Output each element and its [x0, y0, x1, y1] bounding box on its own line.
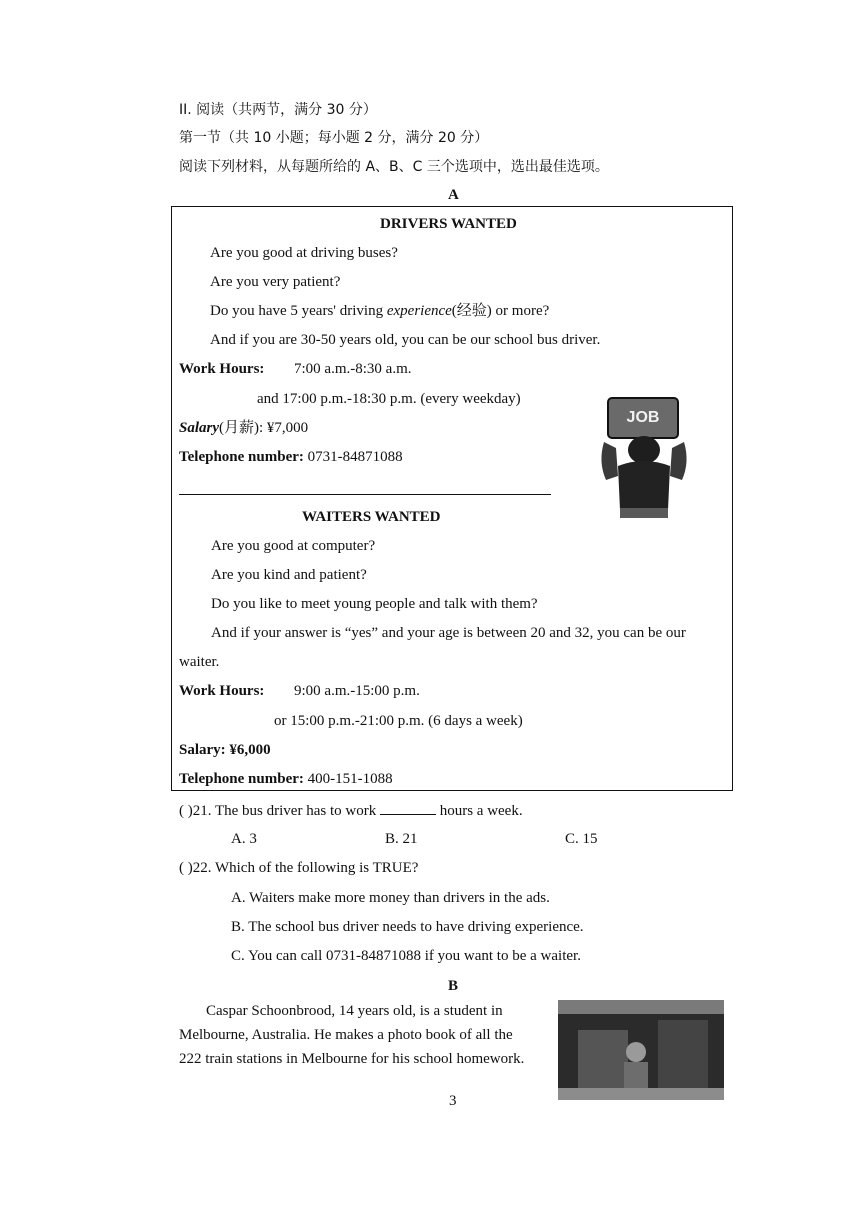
question-21 [179, 800, 523, 821]
waiters-phone [179, 769, 393, 789]
waiters-question-2: Are you kind and patient? [211, 567, 367, 583]
section-heading: II. 阅读（共两节，满分 30 分） [179, 102, 377, 118]
drivers-salary [179, 418, 308, 438]
drivers-question-3 [210, 301, 549, 321]
waiters-hours-1: 9:00 a.m.-15:00 p.m. [294, 683, 420, 699]
station-building [578, 1030, 628, 1090]
drivers-phone-number: 0731-84871088 [307, 449, 403, 465]
left-arm [601, 442, 618, 480]
passage-b-line-1: Caspar Schoonbrood, 14 years old, is a student in [206, 1003, 503, 1019]
passage-a-letter: A [448, 187, 459, 203]
waiters-phone-label: Telephone number: [179, 771, 304, 787]
photo-sky [558, 1000, 724, 1014]
waiters-title: WAITERS WANTED [302, 509, 441, 525]
waiters-salary: Salary: ¥6,000 [179, 742, 271, 758]
question-21-stem: 21. The bus driver has to work [192, 803, 380, 819]
station-arch [658, 1020, 708, 1090]
part-heading: 第一节（共 10 小题；每小题 2 分，满分 20 分） [179, 130, 489, 146]
drivers-title: DRIVERS WANTED [380, 216, 517, 232]
experience-word: experience [386, 303, 452, 319]
question-22-stem: 22. Which of the following is TRUE? [192, 860, 419, 876]
drivers-question-4: And if you are 30-50 years old, you can be our school bus driver. [210, 332, 601, 348]
q22-option-b[interactable]: B. The school bus driver needs to have driving experience. [231, 919, 584, 935]
passage-b-line-3: 222 train stations in Melbourne for his school homework. [179, 1051, 525, 1067]
drivers-hours-1: 7:00 a.m.-8:30 a.m. [294, 361, 412, 377]
drivers-hours-2: and 17:00 p.m.-18:30 p.m. (every weekday) [257, 391, 521, 407]
waiters-question-1: Are you good at computer? [211, 538, 376, 554]
base [620, 508, 668, 518]
passage-b-line-2: Melbourne, Australia. He makes a photo book of all the [179, 1027, 513, 1043]
waiters-phone-number: 400-151-1088 [307, 771, 393, 787]
q21-option-b[interactable]: B. 21 [385, 831, 418, 847]
q22-option-a[interactable]: A. Waiters make more money than drivers in the ads. [231, 890, 550, 906]
drivers-question-1: Are you good at driving buses? [210, 245, 398, 261]
q22-option-c[interactable]: C. You can call 0731-84871088 if you want to be a waiter. [231, 948, 581, 964]
waiters-hours-2: or 15:00 p.m.-21:00 p.m. (6 days a week) [274, 713, 523, 729]
question-22 [179, 858, 418, 878]
waiters-hours-label: Work Hours: [179, 683, 265, 699]
waiters-question-4a: And if your answer is “yes” and your age is between 20 and 32, you can be our [211, 625, 686, 641]
right-arm [670, 442, 687, 480]
salary-label: Salary [179, 420, 220, 436]
q21-option-c[interactable]: C. 15 [565, 831, 598, 847]
passage-b-letter: B [448, 978, 459, 994]
drivers-phone [179, 447, 403, 467]
person-head [626, 1042, 646, 1062]
waiters-question-3: Do you like to meet young people and talk with them? [211, 596, 538, 612]
drivers-question-3-pre: Do you have 5 years' driving [210, 303, 387, 319]
answer-blank[interactable] [380, 800, 436, 815]
drivers-question-2: Are you very patient? [210, 274, 341, 290]
drivers-hours-label: Work Hours: [179, 361, 265, 377]
ad-divider [179, 494, 551, 495]
drivers-phone-label: Telephone number: [179, 449, 304, 465]
head [628, 436, 660, 464]
answer-paren-22[interactable]: ( ) [179, 860, 193, 876]
job-seeker-illustration [598, 392, 690, 520]
page-number: 3 [449, 1093, 457, 1109]
question-21-stem-end: hours a week. [435, 803, 523, 819]
job-sign-text: JOB [626, 409, 660, 426]
drivers-question-3-post: (经验) or more? [451, 303, 550, 319]
body [618, 461, 670, 510]
answer-paren-21[interactable]: ( ) [179, 803, 193, 819]
waiters-question-4b: waiter. [179, 654, 220, 670]
drivers-salary-value: (月薪): ¥7,000 [219, 420, 309, 436]
platform [558, 1088, 724, 1100]
q21-option-a[interactable]: A. 3 [231, 831, 257, 847]
train-station-photo [558, 1000, 724, 1100]
instruction-text: 阅读下列材料，从每题所给的 A、B、C 三个选项中，选出最佳选项。 [179, 159, 609, 175]
